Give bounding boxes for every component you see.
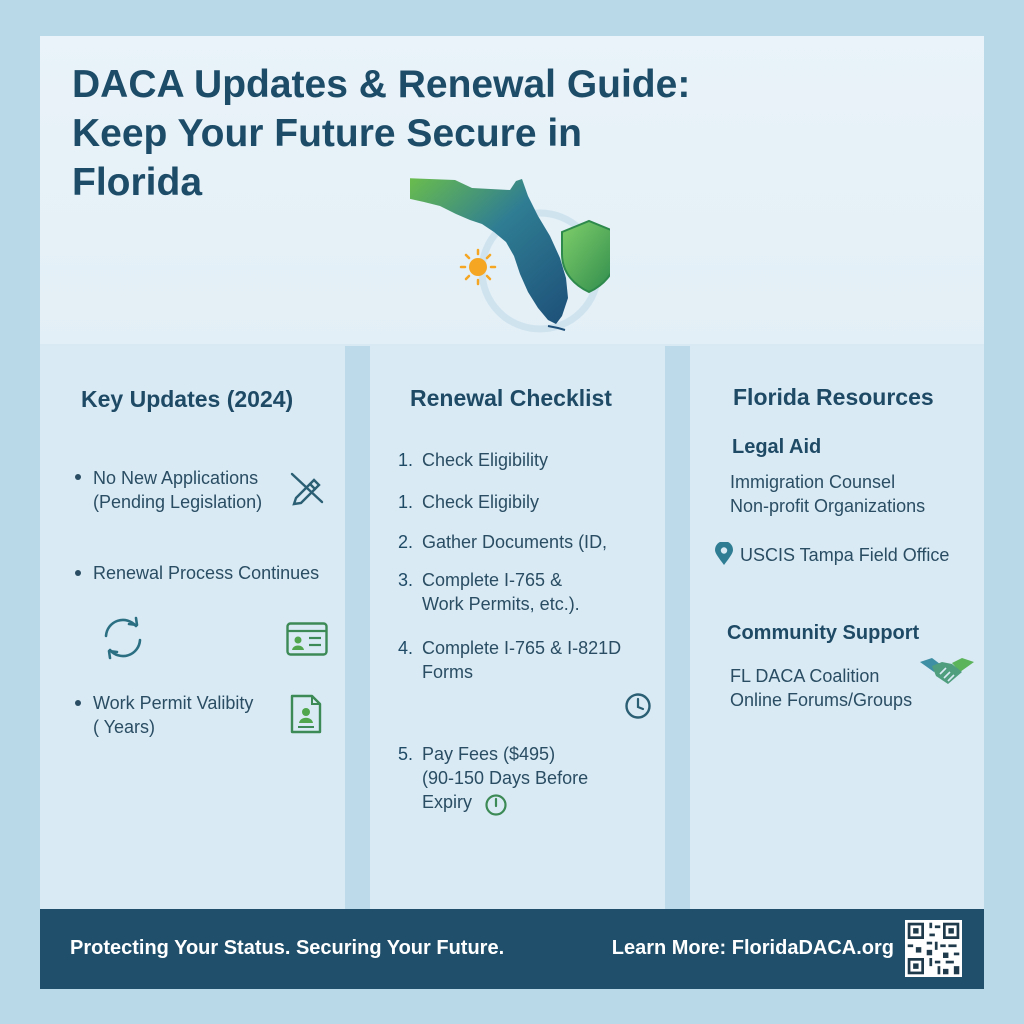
update-item-work-permit: Work Permit Valibity ( Years): [93, 693, 254, 737]
header-banner: [40, 36, 984, 344]
location-pin-icon: [714, 542, 734, 566]
florida-resources-title: Florida Resources: [733, 384, 934, 410]
checklist-number: 5.: [398, 744, 414, 764]
checklist-item: Complete I-765 & I-821D Forms: [422, 638, 622, 682]
renewal-checklist-title: Renewal Checklist: [410, 385, 612, 411]
uscis-office-link[interactable]: USCIS Tampa Field Office: [740, 545, 950, 565]
florida-resources-column: [690, 346, 984, 909]
checklist-number: 2.: [398, 532, 414, 552]
community-support-list: FL DACA Coalition Online Forums/Groups: [730, 666, 913, 710]
checklist-item: Check Eligibily: [422, 492, 540, 512]
column-divider: [345, 346, 370, 909]
title-line-2: Keep Your Future Secure in: [72, 112, 583, 155]
key-updates-column: [40, 346, 345, 909]
checklist-number: 3.: [398, 570, 414, 590]
update-item-no-new-applications: No New Applications (Pending Legislation): [93, 468, 263, 512]
learn-more-link[interactable]: Learn More: FloridaDACA.org: [611, 937, 894, 959]
refresh-icon: [96, 616, 150, 660]
title-line-1: DACA Updates & Renewal Guide:: [72, 63, 691, 106]
checklist-item: Check Eligibility: [422, 450, 549, 470]
community-support-heading: Community Support: [727, 622, 920, 644]
update-item-renewal-process: Renewal Process Continues: [93, 563, 320, 583]
document-person-icon: [290, 694, 322, 734]
footer-bar: [40, 909, 984, 989]
florida-map-illustration: [410, 176, 610, 336]
pen-cross-icon: [288, 468, 326, 506]
handshake-icon: [918, 652, 976, 690]
bullet-dot: [75, 700, 81, 706]
legal-aid-list: Immigration Counsel Non-profit Organizations: [730, 472, 926, 516]
sun-icon: [461, 250, 495, 284]
checklist-item: Complete I-765 & Work Permits, etc.).: [422, 570, 580, 614]
checklist-item: Gather Documents (ID,: [422, 532, 608, 552]
shield-icon: [562, 221, 610, 292]
checklist-number: 4.: [398, 638, 414, 658]
bullet-dot: [75, 474, 81, 480]
infographic-card: [40, 36, 984, 989]
key-updates-title: Key Updates (2024): [81, 386, 294, 412]
title-line-3: Florida: [72, 161, 203, 204]
renewal-checklist-column: [370, 346, 665, 909]
footer-tagline: Protecting Your Status. Securing Your Future.: [70, 937, 505, 959]
bullet-dot: [75, 570, 81, 576]
clock-icon: [624, 692, 652, 720]
timer-icon: [484, 793, 508, 817]
checklist-number: 1.: [398, 450, 414, 470]
qr-code-icon[interactable]: [905, 920, 962, 977]
legal-aid-heading: Legal Aid: [732, 436, 822, 458]
checklist-number: 1.: [398, 492, 414, 512]
column-divider: [665, 346, 690, 909]
checklist-item: Pay Fees ($495) (90-150 Days Before Expiry: [422, 744, 589, 812]
id-card-icon: [286, 622, 328, 656]
